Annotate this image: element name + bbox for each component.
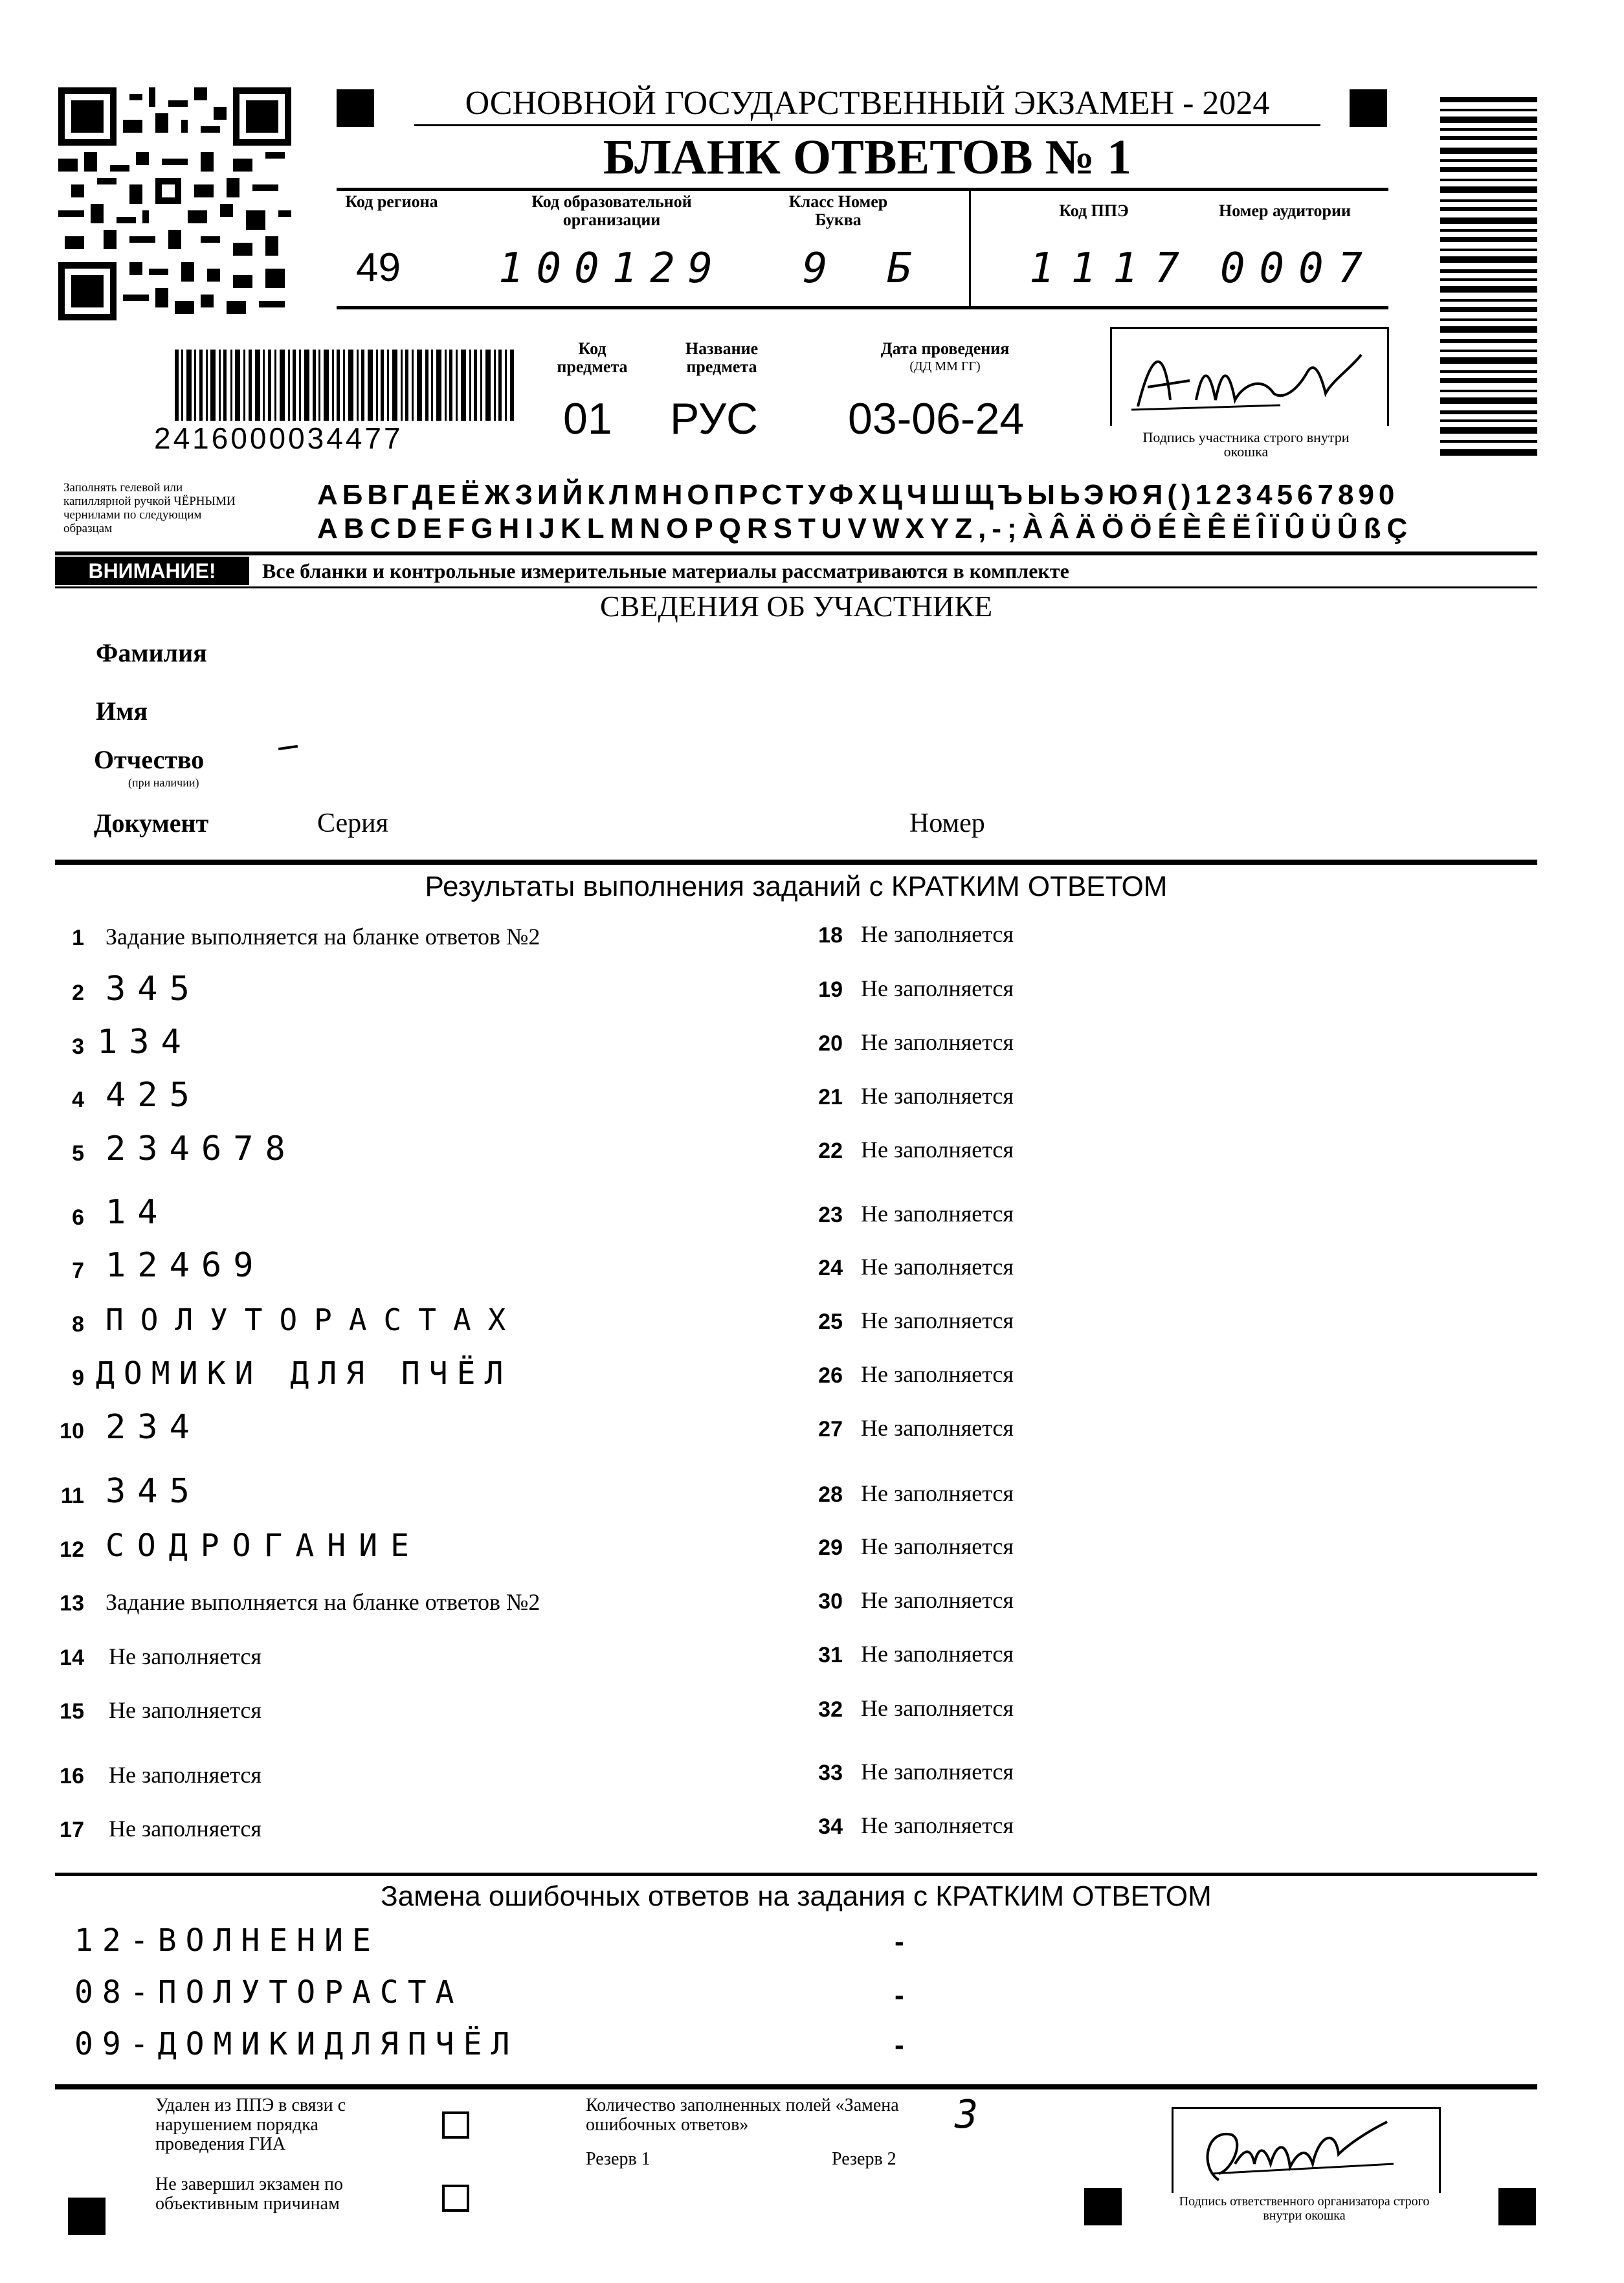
replacement-dash: - xyxy=(895,2029,904,2061)
task-answer[interactable]: Не заполняется xyxy=(861,1361,1014,1387)
task-answer[interactable]: Не заполняется xyxy=(861,1308,1014,1333)
task-answer[interactable]: Не заполняется xyxy=(109,1643,261,1669)
task-number: 24 xyxy=(818,1256,843,1280)
reserve-1: Резерв 1 xyxy=(586,2149,651,2169)
removed-label: Удален из ППЭ в связи с нарушением порядка проведения ГИА xyxy=(155,2095,346,2154)
task-answer[interactable]: Не заполняется xyxy=(861,1812,1014,1838)
header-rule-top xyxy=(337,188,1388,191)
participant-signature-caption: Подпись участника строго внутри окошка xyxy=(1142,429,1350,460)
document-label: Документ xyxy=(94,808,209,838)
task-number: 5 xyxy=(72,1141,84,1166)
participant-signature xyxy=(1112,329,1384,426)
task-number: 9 xyxy=(72,1366,84,1390)
label-date: Дата проведения xyxy=(880,339,1010,358)
task-answer[interactable]: 134 xyxy=(97,1023,193,1062)
barcode-number: 2416000034477 xyxy=(150,421,542,456)
task-answer[interactable]: Не заполняется xyxy=(861,1137,1014,1163)
task-number: 12 xyxy=(60,1537,84,1562)
task-number: 13 xyxy=(60,1591,84,1616)
task-number: 14 xyxy=(60,1645,84,1670)
header-rule-bottom xyxy=(337,306,1388,309)
label-ppe: Код ППЭ xyxy=(1059,201,1129,220)
task-number: 11 xyxy=(61,1484,84,1508)
series-label: Серия xyxy=(317,808,388,838)
task-answer[interactable]: Не заполняется xyxy=(861,1480,1014,1506)
task-number: 7 xyxy=(72,1258,84,1283)
task-number: 31 xyxy=(818,1643,843,1667)
task-number: 32 xyxy=(818,1697,843,1722)
marker-square xyxy=(68,2198,106,2235)
value-subject-name: РУС xyxy=(670,394,759,443)
form-subtitle: БЛАНК ОТВЕТОВ № 1 xyxy=(603,130,1132,184)
number-label: Номер xyxy=(909,808,985,838)
task-answer[interactable]: Не заполняется xyxy=(861,921,1014,947)
task-answer[interactable]: Не заполняется xyxy=(861,1415,1014,1441)
task-answer[interactable]: Не заполняется xyxy=(861,1641,1014,1667)
task-number: 30 xyxy=(818,1589,843,1614)
task-number: 15 xyxy=(60,1699,84,1724)
marker-square xyxy=(1084,2188,1122,2225)
participant-rule xyxy=(55,860,1537,865)
replacement-dash: - xyxy=(895,1926,904,1957)
value-org: 100129 xyxy=(498,245,726,293)
task-number: 21 xyxy=(818,1085,843,1109)
surname-label: Фамилия xyxy=(96,638,207,667)
task-number: 20 xyxy=(818,1031,843,1056)
value-region: 49 xyxy=(356,245,401,290)
exam-title: ОСНОВНОЙ ГОСУДАРСТВЕННЫЙ ЭКЗАМЕН - 2024 xyxy=(465,85,1270,122)
task-answer[interactable]: Задание выполняется на бланке ответов №2 xyxy=(106,924,540,950)
replacement-row[interactable]: 09-ДОМИКИДЛЯПЧЁЛ xyxy=(74,2026,519,2062)
participant-signature-box[interactable] xyxy=(1110,327,1389,426)
task-answer[interactable]: Не заполняется xyxy=(109,1762,261,1788)
label-region: Код региона xyxy=(345,192,438,211)
task-answer[interactable]: Не заполняется xyxy=(861,1083,1014,1109)
removed-checkbox[interactable] xyxy=(442,2111,469,2139)
task-number: 17 xyxy=(60,1818,84,1842)
not-finished-label: Не завершил экзамен по объективным причинам xyxy=(155,2174,343,2214)
label-date-format: (ДД ММ ГГ) xyxy=(909,359,981,373)
task-answer[interactable]: Не заполняется xyxy=(861,1254,1014,1280)
label-org: Код образовательной организации xyxy=(531,192,692,229)
task-number: 26 xyxy=(818,1363,843,1388)
marker-square xyxy=(1350,89,1387,127)
task-number: 8 xyxy=(72,1312,84,1337)
value-class-number: 9 xyxy=(803,245,828,293)
marker-square xyxy=(337,89,374,127)
value-subject-code: 01 xyxy=(563,394,612,443)
label-class: Класс Номер Буква xyxy=(788,192,888,229)
replacement-row[interactable]: 08-ПОЛУТОРАСТА xyxy=(74,1974,463,2010)
replacement-row[interactable]: 12-ВОЛНЕНИЕ xyxy=(74,1922,380,1959)
reserve-2: Резерв 2 xyxy=(832,2149,896,2169)
task-answer[interactable]: Не заполняется xyxy=(861,1759,1014,1785)
warning-rule-bottom xyxy=(55,586,1537,588)
value-ppe: 1117 xyxy=(1029,245,1197,293)
task-answer[interactable]: Задание выполняется на бланке ответов №2 xyxy=(106,1589,540,1615)
task-number: 16 xyxy=(60,1764,84,1788)
warning-text: Все бланки и контрольные измерительные материалы рассматриваются в комплекте xyxy=(262,559,1069,583)
task-answer[interactable]: Не заполняется xyxy=(861,975,1014,1001)
warning-badge: ВНИМАНИЕ! xyxy=(55,557,249,585)
task-number: 23 xyxy=(818,1203,843,1227)
task-number: 29 xyxy=(818,1535,843,1560)
replacement-count-label: Количество заполненных полей «Замена ошибочных ответов» xyxy=(586,2095,899,2135)
task-answer[interactable]: Не заполняется xyxy=(109,1697,261,1723)
task-answer[interactable]: Не заполняется xyxy=(861,1695,1014,1721)
sample-row-cyrillic: АБВГДЕЁЖЗИЙКЛМНОПРСТУФХЦЧШЩЪЫЬЭЮЯ()1234567890 xyxy=(317,479,1399,511)
label-subject-name: Название предмета xyxy=(685,339,759,376)
sample-instructions: Заполнять гелевой или капиллярной ручкой ЧЁРНЫМИ чернилами по следующим образцам xyxy=(63,481,236,535)
participant-section-title: СВЕДЕНИЯ ОБ УЧАСТНИКЕ xyxy=(599,590,993,623)
not-finished-checkbox[interactable] xyxy=(442,2185,469,2212)
results-section-title: Результаты выполнения заданий с КРАТКИМ ОТВЕТОМ xyxy=(425,871,1168,902)
task-answer[interactable]: Не заполняется xyxy=(109,1816,261,1842)
task-number: 6 xyxy=(72,1205,84,1230)
task-answer[interactable]: 12469 xyxy=(106,1246,265,1285)
value-class-letter: Б xyxy=(887,245,912,293)
task-number: 3 xyxy=(72,1034,84,1059)
organizer-signature-caption: Подпись ответственного организатора строго внутри окошка xyxy=(1179,2194,1430,2223)
side-barcode xyxy=(1440,97,1537,460)
organizer-signature xyxy=(1174,2109,1435,2193)
replacements-rule xyxy=(55,2084,1537,2089)
value-date: 03-06-24 xyxy=(848,394,1025,443)
value-room: 0007 xyxy=(1220,245,1377,293)
replacements-section-title: Замена ошибочных ответов на задания с КРАТКИМ ОТВЕТОМ xyxy=(381,1880,1212,1912)
organizer-signature-box[interactable] xyxy=(1172,2107,1441,2193)
replacement-dash: - xyxy=(895,1979,904,2011)
label-room: Номер аудитории xyxy=(1219,201,1351,220)
task-number: 27 xyxy=(818,1417,843,1442)
task-answer[interactable]: 234 xyxy=(106,1408,201,1447)
task-number: 18 xyxy=(818,923,843,948)
patronymic-note: (при наличии) xyxy=(128,776,199,789)
task-number: 25 xyxy=(818,1309,843,1334)
task-answer[interactable]: 425 xyxy=(106,1076,201,1115)
task-answer[interactable]: Не заполняется xyxy=(861,1201,1014,1227)
task-answer[interactable]: ДОМИКИ ДЛЯ ПЧЁЛ xyxy=(96,1355,513,1392)
results-rule xyxy=(55,1873,1537,1876)
replacement-count-value[interactable]: 3 xyxy=(955,2092,979,2137)
patronymic-mark xyxy=(278,745,298,750)
task-number: 4 xyxy=(72,1087,84,1112)
task-number: 22 xyxy=(818,1139,843,1163)
title-underline xyxy=(414,124,1320,126)
patronymic-label: Отчество xyxy=(94,745,205,774)
task-number: 19 xyxy=(818,977,843,1002)
task-number: 1 xyxy=(72,926,84,950)
name-label: Имя xyxy=(96,696,148,726)
task-number: 33 xyxy=(818,1761,843,1785)
task-answer[interactable]: 14 xyxy=(106,1193,170,1232)
marker-square xyxy=(1498,2188,1536,2225)
task-answer[interactable]: 234678 xyxy=(106,1130,297,1168)
task-answer[interactable]: ПОЛУТОРАСТАХ xyxy=(106,1302,523,1337)
task-number: 10 xyxy=(60,1419,84,1443)
task-number: 2 xyxy=(72,981,84,1005)
task-number: 28 xyxy=(818,1482,843,1507)
task-answer[interactable]: СОДРОГАНИЕ xyxy=(106,1528,422,1564)
sample-row-latin: ABCDEFGHIJKLMNOPQRSTUVWXYZ,-;ÀÂÄÖÖÉÈÊËÎÏÛÜÛßÇ xyxy=(317,513,1414,544)
task-number: 34 xyxy=(818,1814,843,1839)
label-subject-code: Код предмета xyxy=(557,339,628,376)
task-answer[interactable]: Не заполняется xyxy=(861,1029,1014,1055)
task-answer[interactable]: 345 xyxy=(106,1472,201,1511)
task-answer[interactable]: Не заполняется xyxy=(861,1587,1014,1613)
task-answer[interactable]: Не заполняется xyxy=(861,1533,1014,1559)
warning-rule-top xyxy=(55,551,1537,555)
header-divider xyxy=(969,191,971,306)
task-answer[interactable]: 345 xyxy=(106,970,201,1008)
qr-code xyxy=(58,87,291,320)
